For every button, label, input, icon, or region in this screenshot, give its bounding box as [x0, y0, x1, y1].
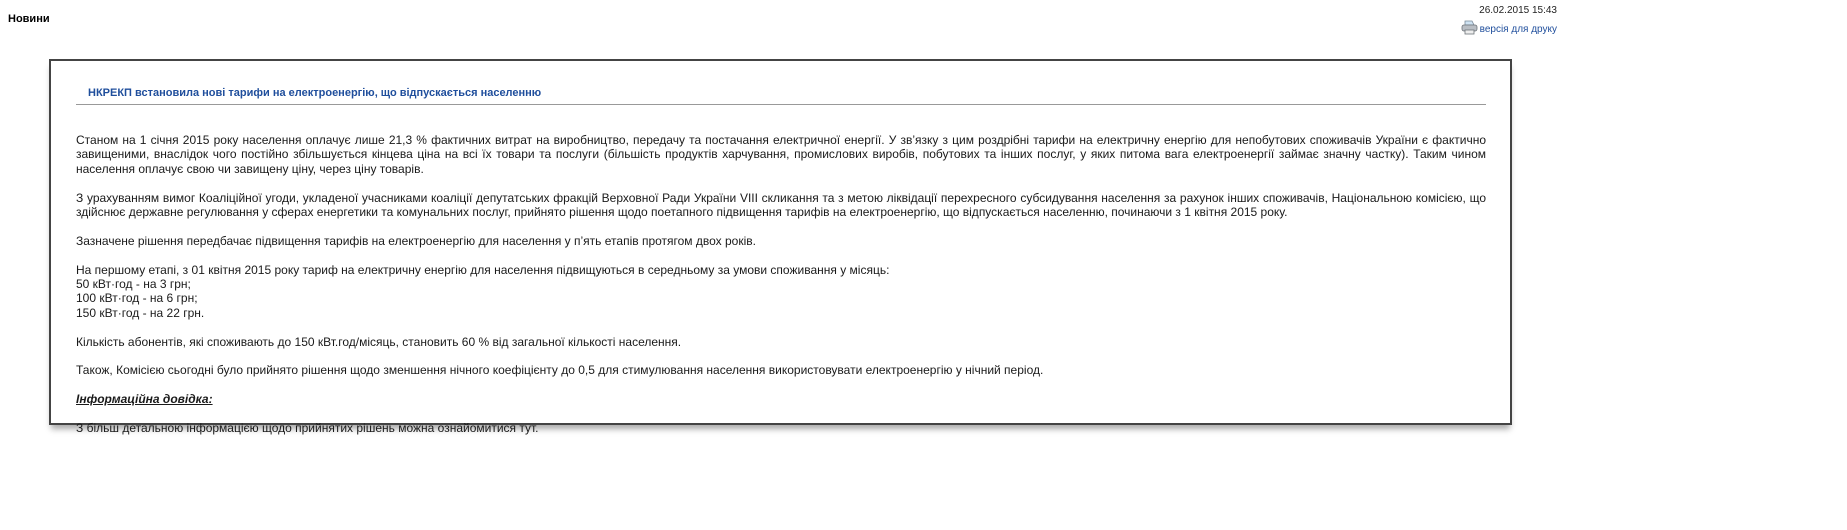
section-title: Новини [8, 13, 50, 25]
paragraph: З урахуванням вимог Коаліційної угоди, укладеної учасниками коаліції депутатських фракцій Верховної Ради України VIII скликання та з метою ліквідації перехресного субсидування населення за рахунок інших споживачів, Національною комісією, що здійснює державне регулювання у сферах енергетики та комунальних послуг, прийнято рішення щодо поетапного підвищення тарифів на електроенергію, що відпускається населенню, починаючи з 1 квітня 2015 року. [76, 190, 1486, 220]
stage-block [76, 263, 1486, 321]
reference-heading: Інформаційна довідка: [76, 392, 213, 407]
stage-intro: На першому етапі, з 01 квітня 2015 року тариф на електричну енергію для населення підвищуються в середньому за умови споживання у місяць: [76, 262, 890, 277]
printer-icon [1461, 20, 1478, 35]
reference-text: З більш детальною інформацією щодо прийнятих рішень можна ознайомитися тут. [76, 421, 539, 436]
paragraph: Зазначене рішення передбачає підвищення тарифів на електроенергію для населення у п’ять етапів протягом двох років. [76, 233, 756, 248]
stage-item: 100 кВт·год - на 6 грн; [76, 291, 198, 306]
publish-datetime: 26.02.2015 15:43 [1479, 5, 1557, 16]
article-body [76, 133, 1486, 450]
article-title: НКРЕКП встановила нові тарифи на електроенергію, що відпускається населенню [88, 87, 542, 99]
news-article [49, 59, 1512, 436]
paragraph: Станом на 1 січня 2015 року населення оплачує лише 21,3 % фактичних витрат на виробництво, передачу та постачання електричної енергії. У зв’язку з цим роздрібні тарифи на електричну енергію для непобутових споживачів України є фактично завищеними, внаслідок чого постійно збільшується кінцева ціна на всі їх товари та послуги (більшість продуктів харчування, промислових виробів, побутових та інших послуг, у яких питома вага електроенергії займає значну частку). Таким чином населення оплачує свою чи завищену ціну, через ціну товарів. [76, 133, 1486, 176]
title-divider [76, 104, 1486, 105]
print-version-label[interactable]: версія для друку [1479, 24, 1557, 35]
print-version-link[interactable] [1461, 20, 1557, 35]
stage-item: 50 кВт·год - на 3 грн; [76, 277, 191, 292]
stage-item: 150 кВт·год - на 22 грн. [76, 305, 205, 320]
night-coefficient-paragraph: Також, Комісією сьогодні було прийнято рішення щодо зменшення нічного коефіцієнту до 0,5 для стимулювання населення використовувати електроенергію у нічний період. [76, 363, 1044, 378]
subscribers-paragraph: Кількість абонентів, які споживають до 150 кВт.год/місяць, становить 60 % від загальної кількості населення. [76, 334, 682, 349]
